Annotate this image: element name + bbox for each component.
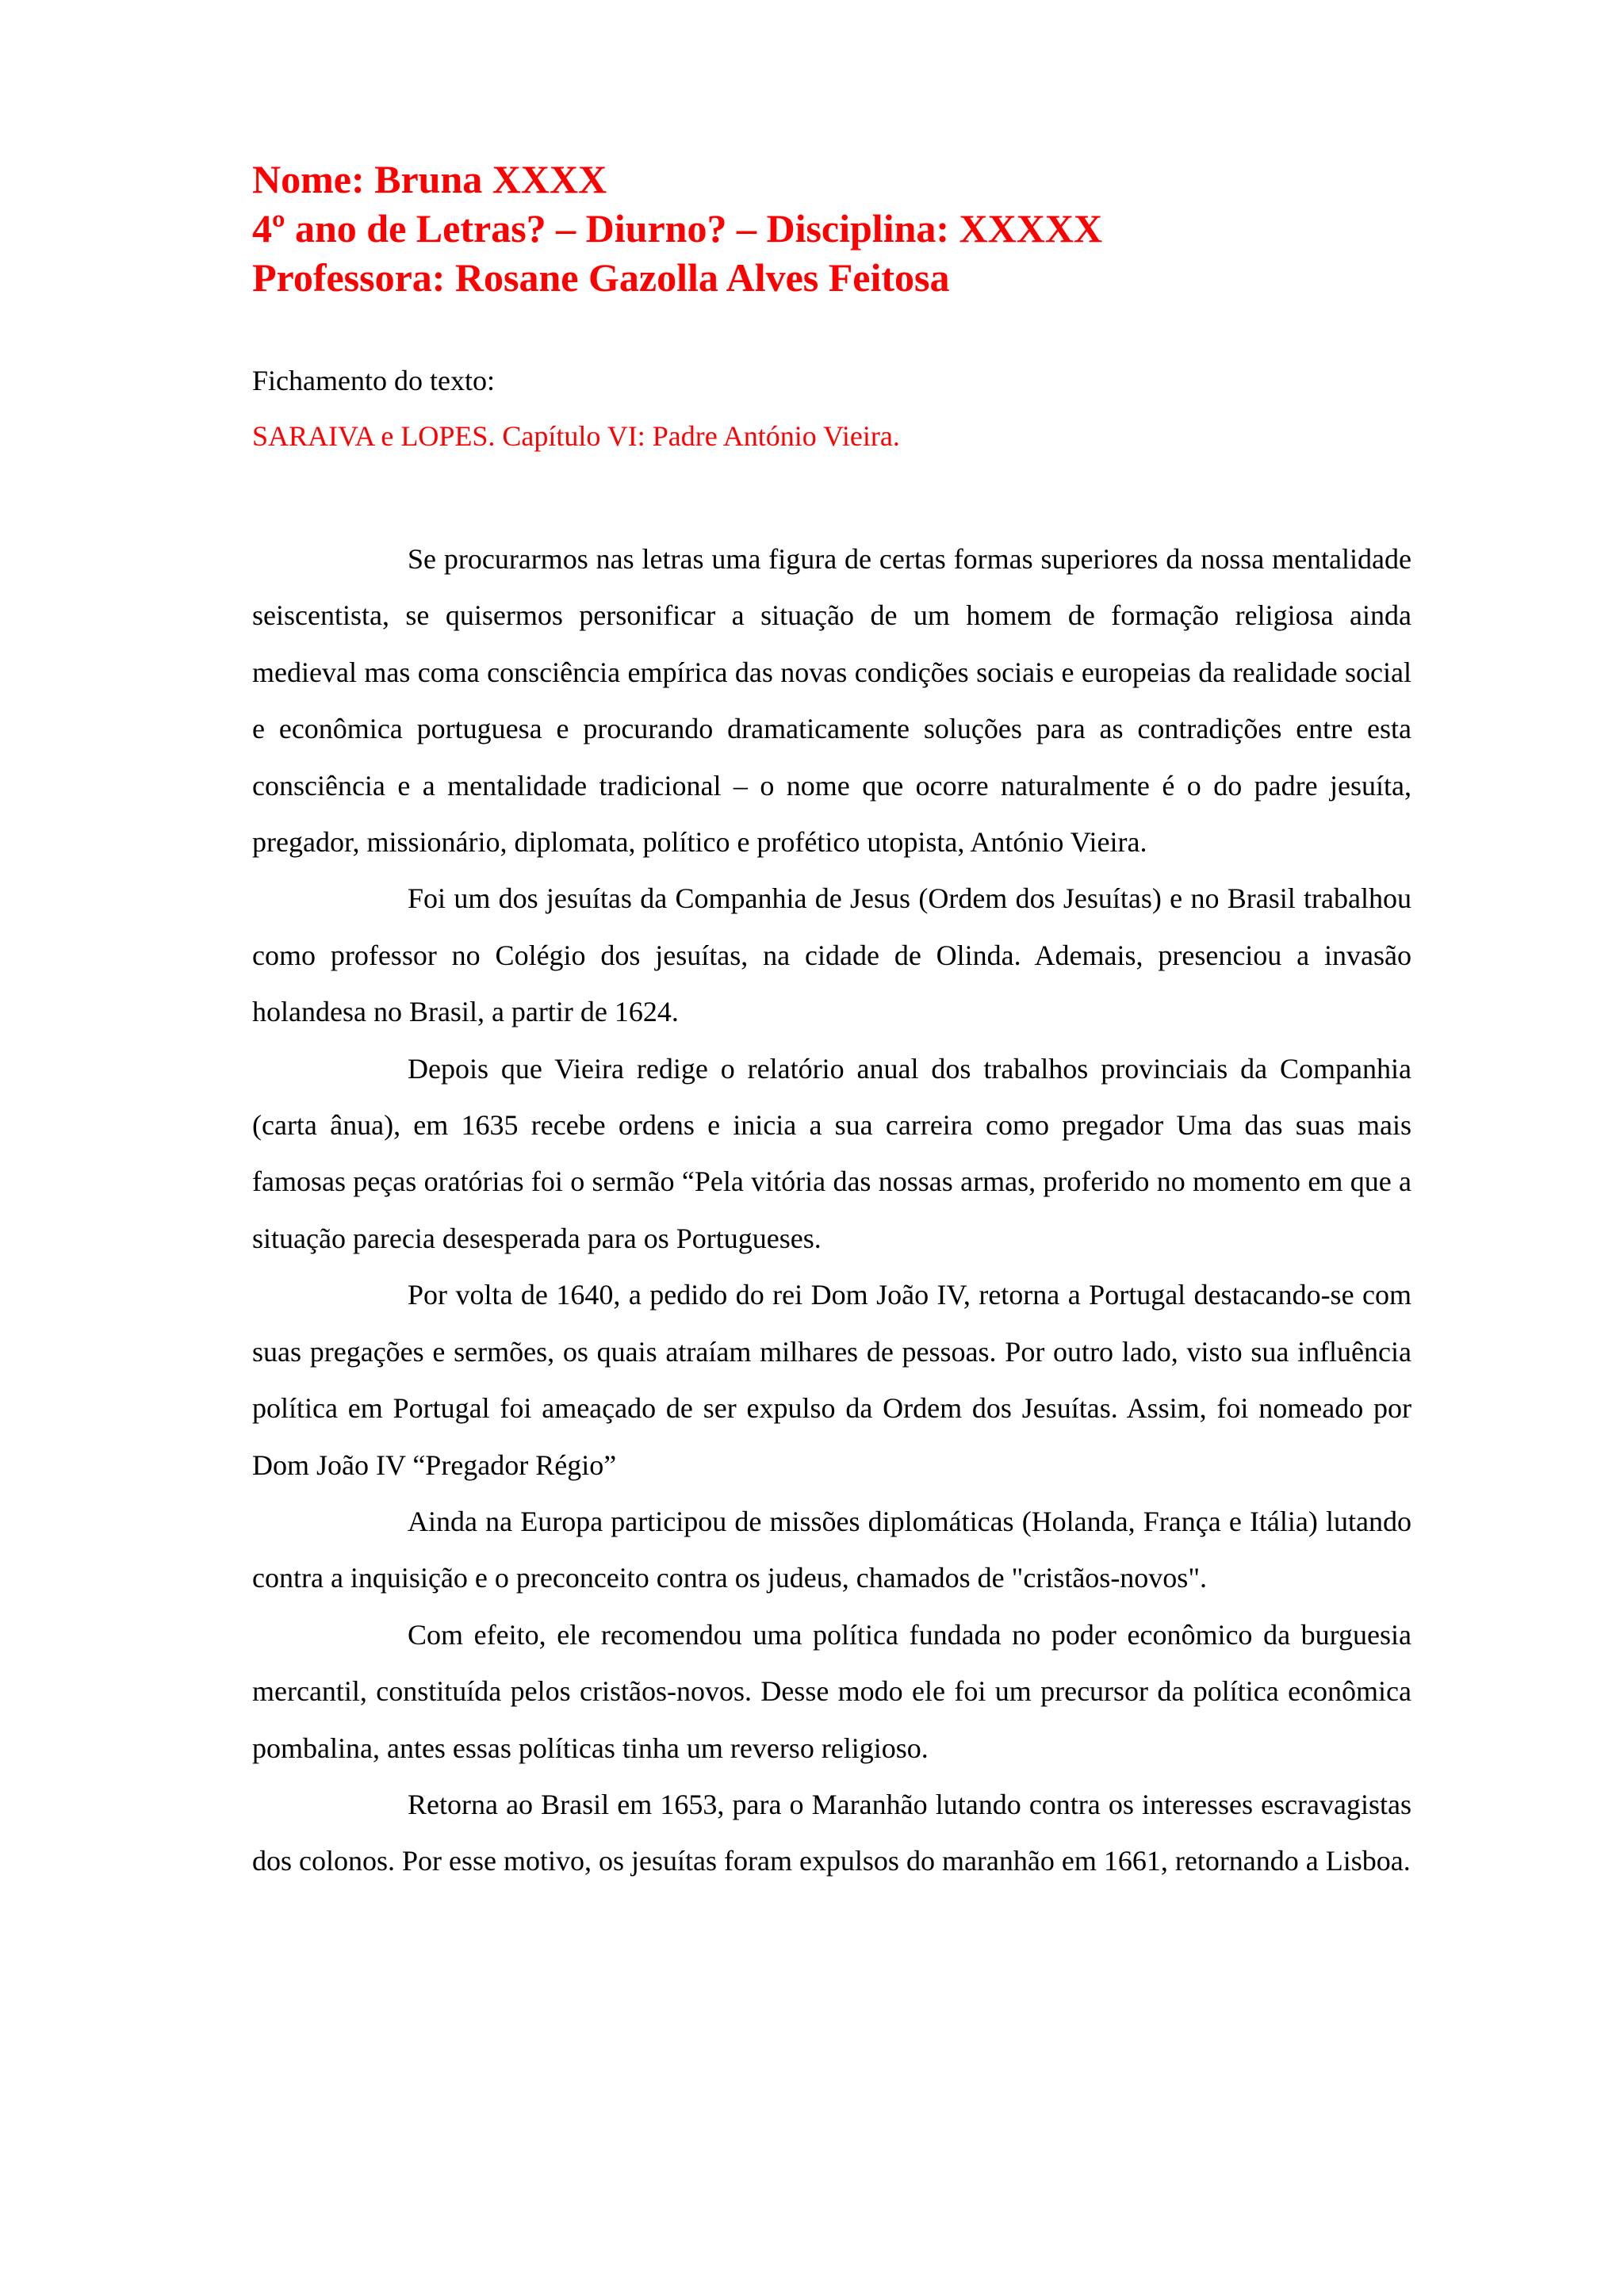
paragraph: Retorna ao Brasil em 1653, para o Maranhão lutando contra os interesses escravagistas dos colonos. Por esse motivo, os jesuítas foram expulsos do maranhão em 1661, retornando a Lisboa. <box>252 1788 1411 1877</box>
text-reference: SARAIVA e LOPES. Capítulo VI: Padre António Vieira. <box>252 420 900 452</box>
student-name: Nome: Bruna XXXX <box>252 157 607 201</box>
paragraph: Depois que Vieira redige o relatório anual dos trabalhos provinciais da Companhia (carta ânua), em 1635 recebe ordens e inicia a sua carreira como pregador Uma das suas mais famosas peças oratórias foi o sermão “Pela vitória das nossas armas, proferido no momento em que a situação parecia desesperada para os Portugueses. <box>252 1052 1411 1254</box>
document-body <box>252 531 1411 1890</box>
paragraph: Por volta de 1640, a pedido do rei Dom João IV, retorna a Portugal destacando-se com suas pregações e sermões, os quais atraíam milhares de pessoas. Por outro lado, visto sua influência política em Portugal foi ameaçado de ser expulso da Ordem dos Jesuítas. Assim, foi nomeado por Dom João IV “Pregador Régio” <box>252 1279 1411 1481</box>
professor-name: Professora: Rosane Gazolla Alves Feitosa <box>252 255 950 300</box>
document-header <box>252 155 1410 302</box>
paragraph: Ainda na Europa participou de missões diplomáticas (Holanda, França e Itália) lutando contra a inquisição e o preconceito contra os judeus, chamados de "cristãos-novos". <box>252 1505 1411 1594</box>
fichamento-label: Fichamento do texto: <box>252 365 495 396</box>
course-discipline: 4º ano de Letras? – Diurno? – Disciplina: XXXXX <box>252 206 1103 251</box>
paragraph: Foi um dos jesuítas da Companhia de Jesus (Ordem dos Jesuítas) e no Brasil trabalhou como professor no Colégio dos jesuítas, na cidade de Olinda. Ademais, presenciou a invasão holandesa no Brasil, a partir de 1624. <box>252 882 1411 1028</box>
paragraph: Com efeito, ele recomendou uma política fundada no poder econômico da burguesia mercantil, constituída pelos cristãos-novos. Desse modo ele foi um precursor da política econômica pombalina, antes essas políticas tinha um reverso religioso. <box>252 1618 1411 1764</box>
paragraph: Se procurarmos nas letras uma figura de certas formas superiores da nossa mentalidade seiscentista, se quisermos personificar a situação de um homem de formação religiosa ainda medieval mas coma consciência empírica das novas condições sociais e europeias da realidade social e econômica portuguesa e procurando dramaticamente soluções para as contradições entre esta consciência e a mentalidade tradicional – o nome que ocorre naturalmente é o do padre jesuíta, pregador, missionário, diplomata, político e profético utopista, António Vieira. <box>252 543 1411 859</box>
